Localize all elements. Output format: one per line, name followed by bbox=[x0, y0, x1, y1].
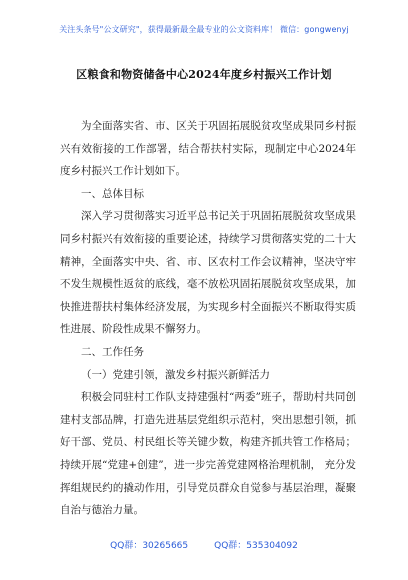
document-title: 区粮食和物资储备中心2024年度乡村振兴工作计划 bbox=[76, 68, 332, 81]
header-banner: 关注头条号"公文研究"，获得最新最全最专业的公文资料库！ 微信：gongwenyj bbox=[59, 25, 349, 34]
intro-paragraph: 为全面落实省、市、区关于巩固拓展脱贫攻坚成果同乡村振兴有效衔接的工作部署，结合帮扶村实际，现制定中心2024年度乡村振兴工作计划如下。 bbox=[60, 120, 356, 178]
footer-qq-groups bbox=[0, 538, 408, 551]
section-heading-tasks: 二、工作任务 bbox=[81, 345, 144, 358]
subsection-heading-party: （一）党建引领，激发乡村振兴新鲜活力 bbox=[81, 368, 270, 381]
section-heading-goals: 一、总体目标 bbox=[81, 187, 144, 200]
party-paragraph: 积极会同驻村工作队支持建强村“两委”班子，帮助村共同创建村支部品牌，打造先进基层党组织示范村，突出思想引领，抓好干部、党员、村民组长等关键少数，构建齐抓共管工作格局； 持续开展“党建+创建”，进一步完善党建网格治理机制， 充分发挥组规民约的撬动作用，引导党员群众自觉参与基层治理，凝聚自治与德治力量。 bbox=[60, 391, 356, 517]
document-body bbox=[60, 115, 356, 522]
goals-paragraph: 深入学习贯彻落实习近平总书记关于巩固拓展脱贫攻坚成果同乡村振兴有效衔接的重要论述，持续学习贯彻落实党的二十大精神，全面落实中央、省、市、区农村工作会议精神，坚决守牢不发生规模性返贫的底线，毫不放松巩固拓展脱贫攻坚成果，加快推进帮扶村集体经济发展，为实现乡村全面振兴不断取得实质性进展、阶段性成果不懈努力。 bbox=[60, 210, 356, 336]
qq-group-1: QQ群：30265665 bbox=[110, 541, 189, 551]
qq-group-2: QQ群：535304092 bbox=[214, 541, 298, 551]
